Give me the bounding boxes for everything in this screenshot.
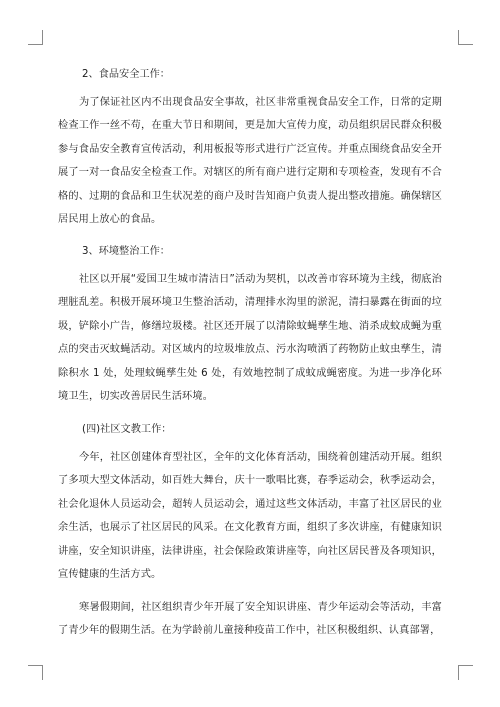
crop-mark-top-right: [458, 30, 473, 45]
crop-mark-top-left: [28, 30, 43, 45]
section-heading-food-safety: 2、食品安全工作：: [82, 69, 170, 80]
section-heading-culture-education: (四)社区文教工作：: [82, 424, 172, 435]
paragraph-culture-sports: 今年，社区创建体育型社区，全年的文化体育活动，围绕着创建活动开展。组织了多项大型文体活动，如百姓大舞台，庆十一歌唱比赛，春季运动会，秋季运动会，社会化退休人员运动会，超转人员运动会，通过这些文体活动，丰富了社区居民的业余生活，也展示了社区居民的风采。在文化教育方面，组织了多次讲座，有健康知识讲座，安全知识讲座，法律讲座，社会保险政策讲座等，向社区居民普及各项知识，宣传健康的生活方式。: [58, 452, 442, 581]
crop-mark-bottom-left: [28, 665, 43, 680]
crop-mark-bottom-right: [458, 665, 473, 680]
paragraph-food-safety: 为了保证社区内不出现食品安全事故，社区非常重视食品安全工作，日常的定期检查工作一丝不苟，在重大节日和期间，更是加大宣传力度，动员组织居民群众积极参与食品安全教育宣传活动，利用板报等形式进行广泛宣传。并重点围绕食品安全开展了一对一食品安全检查工作。对辖区的所有商户进行定期和专项检查，发现有不合格的、过期的食品和卫生状况差的商户及时告知商户负责人提出整改措施。确保辖区居民用上放心的食品。: [58, 97, 442, 226]
paragraph-youth-activities: 寒暑假期间，社区组织青少年开展了安全知识讲座、青少年运动会等活动，丰富了青少年的假期生活。在为学龄前儿童接种疫苗工作中，社区积极组织、认真部署，: [58, 602, 442, 637]
paragraph-environment: 社区以开展“爱国卫生城市清洁日”活动为契机，以改善市容环境为主线，彻底治理脏乱差。积极开展环境卫生整治活动，清理排水沟里的淤泥，清扫暴露在街面的垃圾，铲除小广告，修缮垃圾楼。社区还开展了以清除蚊蝇孳生地、消杀成蚊成蝇为重点的突击灭蚊蝇活动。对区域内的垃圾堆放点、污水沟喷洒了药物防止蚊虫孳生，清除积水 1 处，处理蚊蝇孳生处 6 处，有效地控制了成蚊成蝇密度。为进一步净化环境卫生，切实改善居民生活环境。: [58, 274, 442, 403]
section-heading-environment: 3、环境整治工作：: [82, 246, 170, 257]
